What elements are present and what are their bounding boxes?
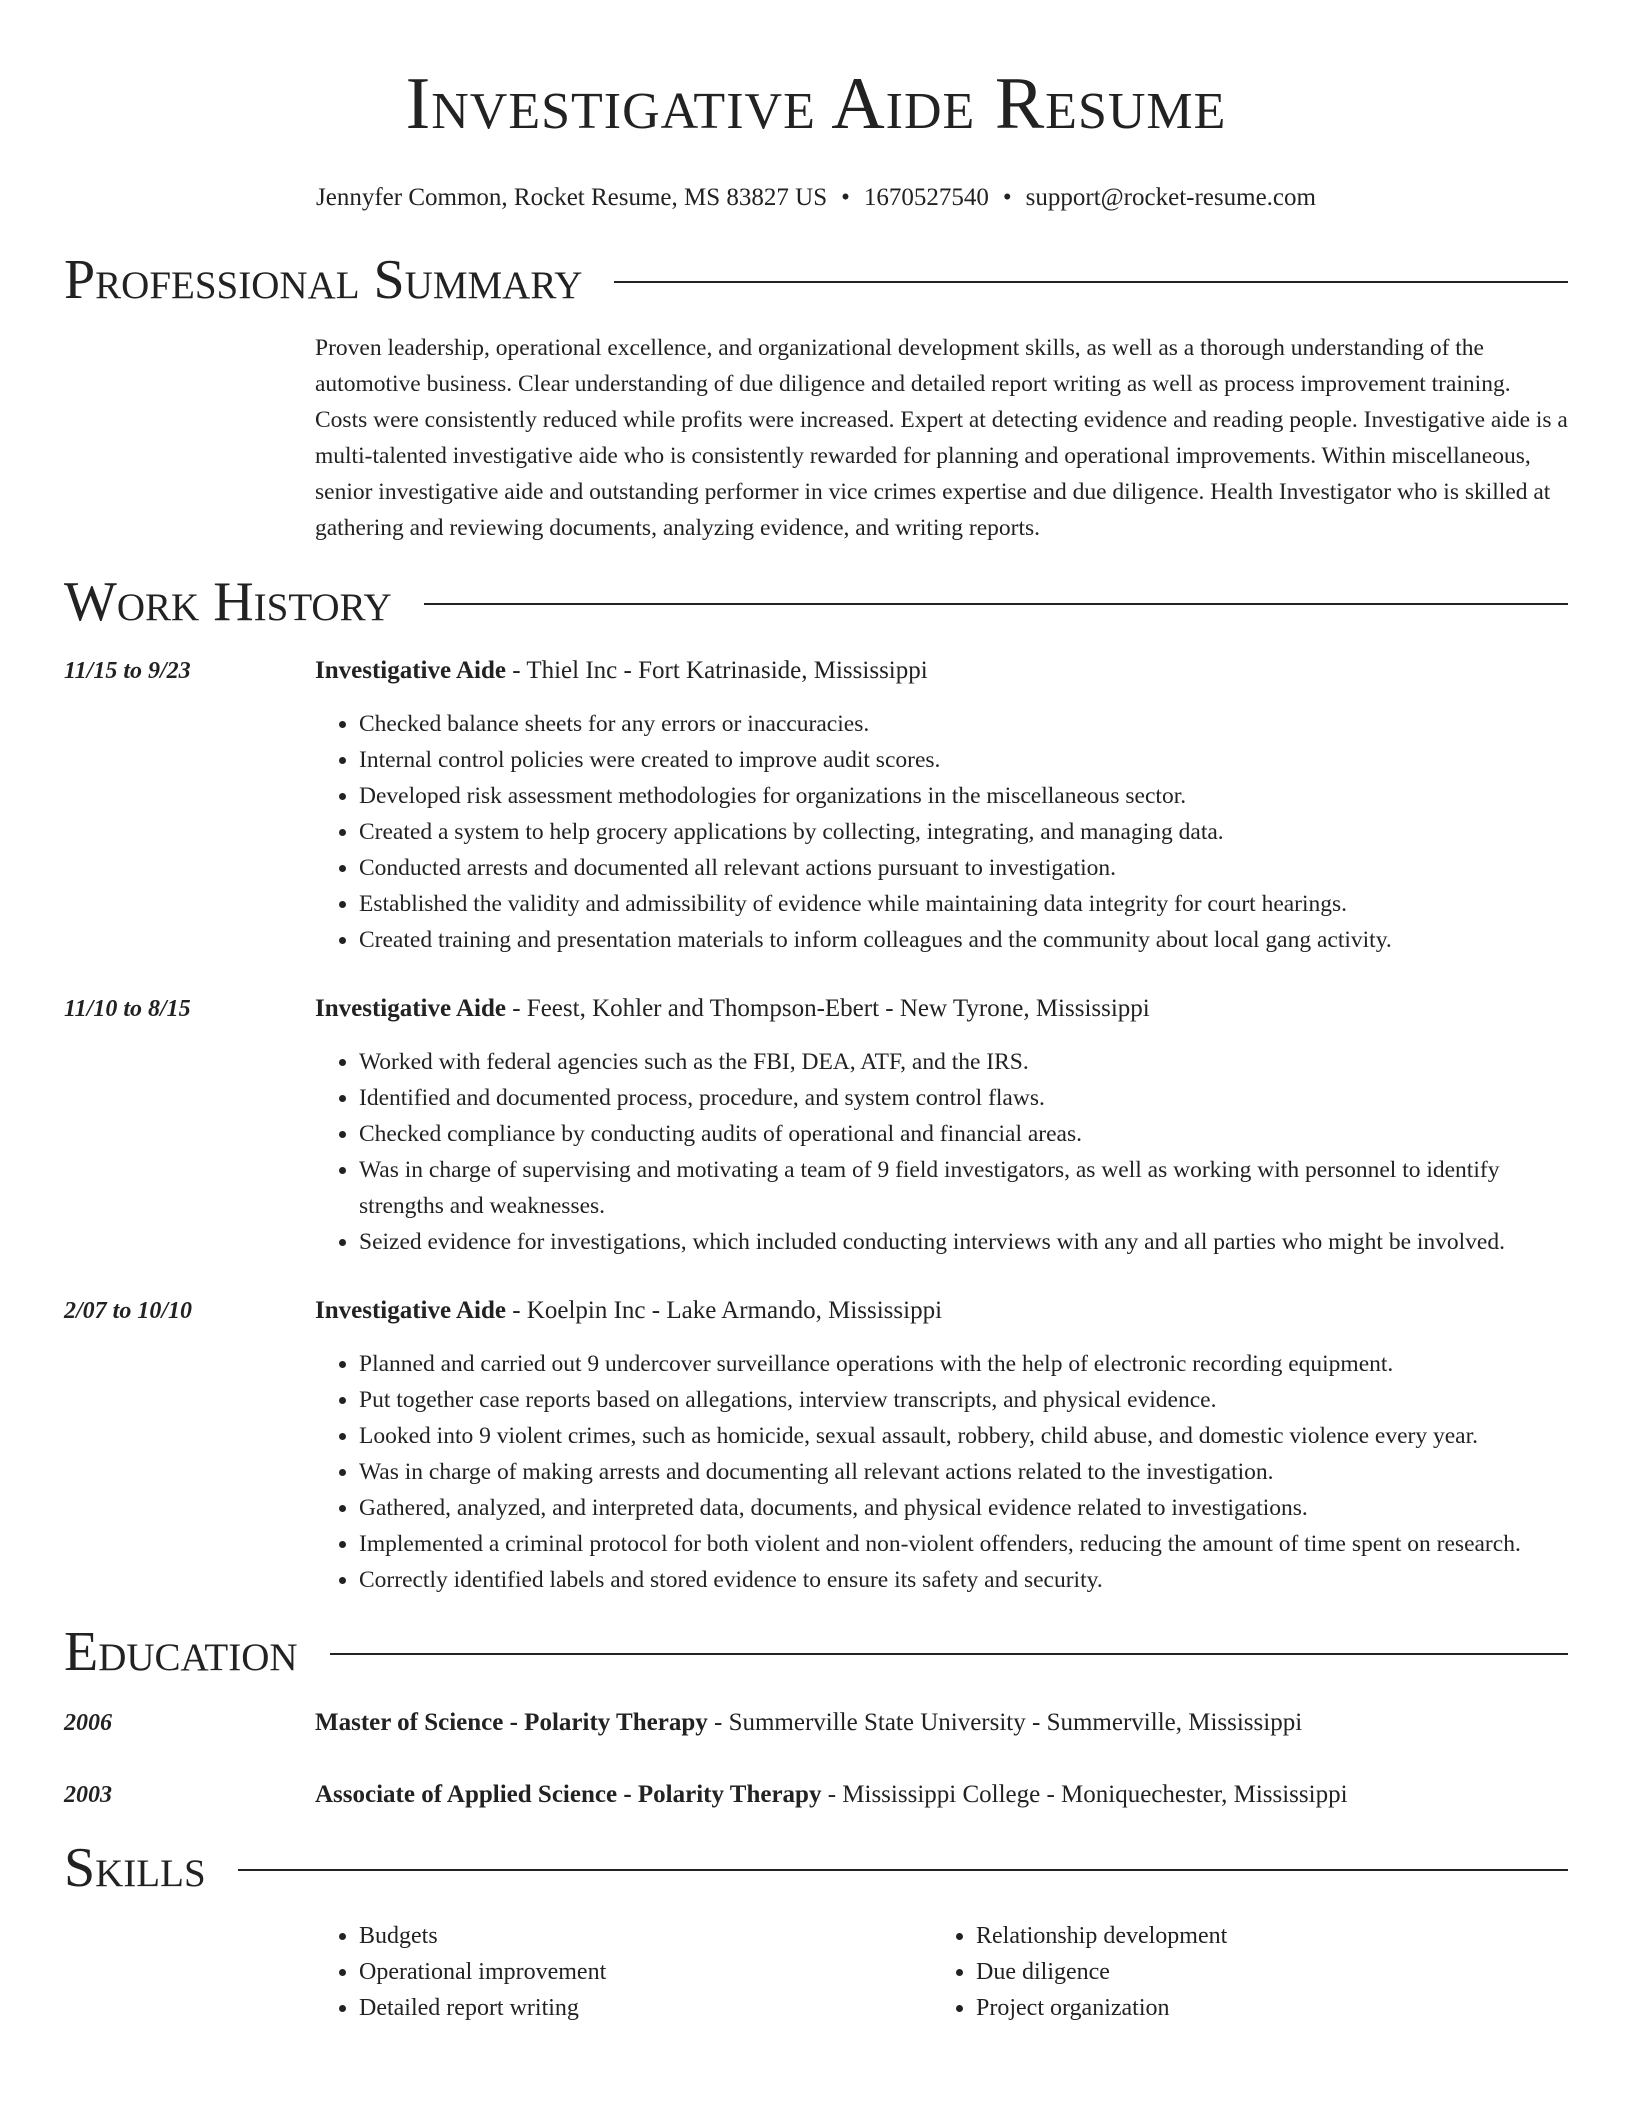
- list-item: • Checked balance sheets for any errors or inaccuracies.: [359, 706, 1568, 742]
- skill-item: • Relationship development: [976, 1918, 1556, 1954]
- job-heading: [315, 992, 1568, 1026]
- section-education-header: [64, 1620, 1568, 1684]
- job-employer: - Koelpin Inc - Lake Armando, Mississippi: [505, 1297, 943, 1324]
- job-title: Investigative Aide: [315, 657, 506, 684]
- list-item: • Was in charge of supervising and motivating a team of 9 field investigators, as well as working with personnel to identify strengths and weaknesses.: [359, 1152, 1568, 1224]
- job-dates: 11/10 to 8/15: [64, 996, 191, 1022]
- contact-separator: •: [841, 184, 850, 211]
- job-employer: - Thiel Inc - Fort Katrinaside, Mississippi: [505, 657, 928, 684]
- list-item: • Correctly identified labels and stored evidence to ensure its safety and security.: [359, 1562, 1568, 1598]
- skills-list: [315, 1918, 1568, 2026]
- section-skills-header: [64, 1836, 1568, 1900]
- list-item: • Implemented a criminal protocol for both violent and non-violent offenders, reducing the amount of time spent on research.: [359, 1526, 1568, 1562]
- skills-column-left: [315, 1918, 932, 2026]
- skill-item: • Detailed report writing: [359, 1990, 932, 2026]
- resume-title: Investigative Aide Resume: [405, 63, 1227, 145]
- list-item: • Planned and carried out 9 undercover surveillance operations with the help of electronic recording equipment.: [359, 1346, 1568, 1382]
- job-bullets: [315, 1044, 1568, 1260]
- section-divider: [330, 1653, 1568, 1655]
- list-item: • Established the validity and admissibility of evidence while maintaining data integrity for court hearings.: [359, 886, 1568, 922]
- skills-column-right: [932, 1918, 1556, 2026]
- job-entry: [64, 992, 1568, 1260]
- section-work-header: [64, 570, 1568, 634]
- resume-page: [64, 0, 1568, 2026]
- job-title: Investigative Aide: [315, 995, 506, 1022]
- contact-line: [64, 182, 1568, 214]
- section-heading: Skills: [64, 1837, 206, 1899]
- job-bullets: [315, 706, 1568, 958]
- list-item: • Developed risk assessment methodologies for organizations in the miscellaneous sector.: [359, 778, 1568, 814]
- list-item: • Was in charge of making arrests and documenting all relevant actions related to the investigation.: [359, 1454, 1568, 1490]
- education-degree: Master of Science - Polarity Therapy: [315, 1709, 708, 1736]
- summary-text: Proven leadership, operational excellence, and organizational development skills, as well as a thorough understanding of the automotive business. Clear understanding of due diligence and detailed report writing as well as process improvement training. Costs were consistently reduced while profits were increased. Expert at detecting evidence and reading people. Investigative aide is a multi-talented investigative aide who is consistently rewarded for planning and operational improvements. Within miscellaneous, senior investigative aide and outstanding performer in vice crimes expertise and due diligence. Health Investigator who is skilled at gathering and reviewing documents, analyzing evidence, and writing reports.: [315, 335, 1568, 541]
- list-item: • Created training and presentation materials to inform colleagues and the community about local gang activity.: [359, 922, 1568, 958]
- contact-address: Jennyfer Common, Rocket Resume, MS 83827 US: [316, 184, 828, 211]
- skill-item: • Budgets: [359, 1918, 932, 1954]
- section-heading: Education: [64, 1621, 298, 1683]
- skill-item: • Operational improvement: [359, 1954, 932, 1990]
- list-item: • Internal control policies were created to improve audit scores.: [359, 742, 1568, 778]
- list-item: • Seized evidence for investigations, which included conducting interviews with any and all parties who might be involved.: [359, 1224, 1568, 1260]
- education-degree: Associate of Applied Science - Polarity Therapy: [315, 1781, 822, 1808]
- job-employer: - Feest, Kohler and Thompson-Ebert - New Tyrone, Mississippi: [505, 995, 1150, 1022]
- section-divider: [238, 1869, 1568, 1871]
- contact-phone: 1670527540: [863, 184, 989, 211]
- list-item: • Checked compliance by conducting audits of operational and financial areas.: [359, 1116, 1568, 1152]
- job-bullets: [315, 1346, 1568, 1598]
- skill-item: • Due diligence: [976, 1954, 1556, 1990]
- list-item: • Created a system to help grocery applications by collecting, integrating, and managing data.: [359, 814, 1568, 850]
- education-school: - Summerville State University - Summerville, Mississippi: [707, 1709, 1303, 1736]
- job-entry: [64, 1294, 1568, 1598]
- job-dates: 11/15 to 9/23: [64, 658, 191, 684]
- list-item: • Identified and documented process, procedure, and system control flaws.: [359, 1080, 1568, 1116]
- education-year: 2003: [64, 1782, 112, 1808]
- section-divider: [424, 603, 1568, 605]
- job-title: Investigative Aide: [315, 1297, 506, 1324]
- education-year: 2006: [64, 1710, 112, 1736]
- section-heading: Work History: [64, 571, 392, 633]
- contact-separator: •: [1002, 184, 1012, 211]
- job-dates: 2/07 to 10/10: [64, 1298, 193, 1324]
- education-line: [315, 1778, 1568, 1812]
- section-summary-header: [64, 248, 1568, 312]
- section-heading: Professional Summary: [64, 249, 583, 311]
- list-item: • Conducted arrests and documented all relevant actions pursuant to investigation.: [359, 850, 1568, 886]
- skill-item: • Project organization: [976, 1990, 1556, 2026]
- education-school: - Mississippi College - Moniquechester, Mississippi: [821, 1781, 1348, 1808]
- education-line: [315, 1706, 1568, 1740]
- job-heading: [315, 654, 1568, 688]
- section-divider: [614, 281, 1568, 283]
- education-entry: [64, 1706, 1568, 1740]
- education-entry: [64, 1778, 1568, 1812]
- list-item: • Looked into 9 violent crimes, such as homicide, sexual assault, robbery, child abuse, and domestic violence every year.: [359, 1418, 1568, 1454]
- job-entry: [64, 654, 1568, 958]
- list-item: • Worked with federal agencies such as the FBI, DEA, ATF, and the IRS.: [359, 1044, 1568, 1080]
- contact-email: support@rocket-resume.com: [1025, 184, 1316, 211]
- job-heading: [315, 1294, 1568, 1328]
- list-item: • Put together case reports based on allegations, interview transcripts, and physical evidence.: [359, 1382, 1568, 1418]
- list-item: • Gathered, analyzed, and interpreted data, documents, and physical evidence related to investigations.: [359, 1490, 1568, 1526]
